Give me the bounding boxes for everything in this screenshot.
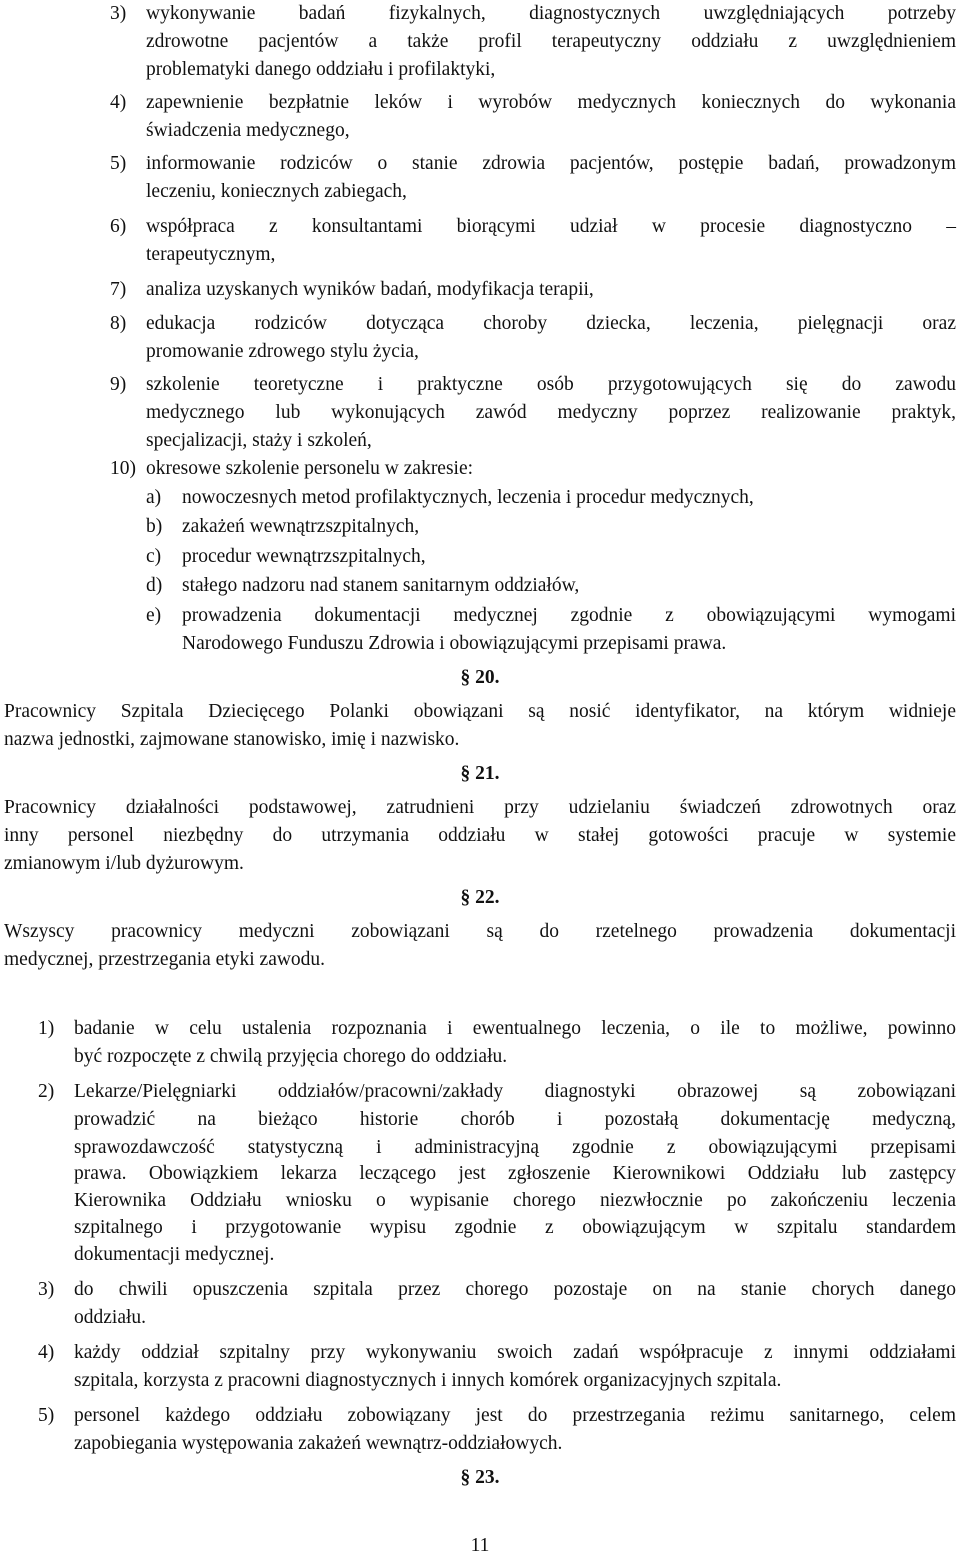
list-text-line: edukacja rodziców dotycząca choroby dziecka, leczenia, pielęgnacji oraz bbox=[146, 313, 956, 334]
paragraph-line: Pracownicy Szpitala Dziecięcego Polanki obowiązani są nosić identyfikator, na którym widnieje bbox=[4, 701, 956, 722]
paragraph-line: Pracownicy działalności podstawowej, zatrudnieni przy udzielaniu świadczeń zdrowotnych oraz bbox=[4, 797, 956, 818]
list-text-line: okresowe szkolenie personelu w zakresie: bbox=[146, 458, 474, 479]
list-text-line: terapeutycznym, bbox=[146, 244, 276, 265]
list-text-line: być rozpoczęte z chwilą przyjęcia chorego do oddziału. bbox=[74, 1046, 508, 1067]
list-text-line: promowanie zdrowego stylu życia, bbox=[146, 341, 419, 362]
paragraph-line: medycznej, przestrzegania etyki zawodu. bbox=[4, 949, 326, 970]
list-text-line: wykonywanie badań fizykalnych, diagnostycznych uwzględniających potrzeby bbox=[146, 3, 956, 24]
list-text-line: do chwili opuszczenia szpitala przez chorego pozostaje on na stanie chorych danego bbox=[74, 1279, 956, 1300]
sub-list-letter: c) bbox=[146, 546, 162, 567]
list-number: 6) bbox=[110, 216, 127, 237]
list-number: 4) bbox=[38, 1342, 55, 1363]
list-text-line: informowanie rodziców o stanie zdrowia pacjentów, postępie badań, prowadzonym bbox=[146, 153, 956, 174]
sub-list-letter: a) bbox=[146, 487, 162, 508]
section-heading: § 20. bbox=[460, 667, 500, 688]
list-text-line: specjalizacji, staży i szkoleń, bbox=[146, 430, 372, 451]
section-heading: § 23. bbox=[460, 1467, 500, 1488]
list-text-line: medycznego lub wykonujących zawód medyczny poprzez realizowanie praktyk, bbox=[146, 402, 956, 423]
list-number: 5) bbox=[38, 1405, 55, 1426]
list-number: 5) bbox=[110, 153, 127, 174]
list-number: 2) bbox=[38, 1081, 55, 1102]
list-text-line: problematyki danego oddziału i profilaktyki, bbox=[146, 59, 496, 80]
list-text-line: zdrowotne pacjentów a także profil terapeutyczny oddziału z uwzględnieniem bbox=[146, 31, 956, 52]
paragraph-line: zmianowym i/lub dyżurowym. bbox=[4, 853, 244, 874]
list-text-line: oddziału. bbox=[74, 1307, 147, 1328]
sub-list-letter: b) bbox=[146, 516, 163, 537]
sub-list-text-line: Narodowego Funduszu Zdrowia i obowiązującymi przepisami prawa. bbox=[182, 633, 727, 654]
list-text-line: współpraca z konsultantami biorącymi udział w procesie diagnostyczno – bbox=[146, 216, 956, 237]
sub-list-text-line: zakażeń wewnątrzszpitalnych, bbox=[182, 516, 420, 537]
list-text-line: świadczenia medycznego, bbox=[146, 120, 350, 141]
paragraph-line: Wszyscy pracownicy medyczni zobowiązani są do rzetelnego prowadzenia dokumentacji bbox=[4, 921, 956, 942]
section-heading: § 22. bbox=[460, 887, 500, 908]
paragraph-line: inny personel niezbędny do utrzymania oddziału w stałej gotowości pracuje w systemie bbox=[4, 825, 956, 846]
list-number: 7) bbox=[110, 279, 127, 300]
list-text-line: szpitalnego i przygotowanie wypisu zgodnie z obowiązującym w szpitalu standardem bbox=[74, 1217, 956, 1238]
sub-list-letter: d) bbox=[146, 575, 163, 596]
list-text-line: zapobiegania występowania zakażeń wewnątrz-oddziałowych. bbox=[74, 1433, 563, 1454]
sub-list-text-line: procedur wewnątrzszpitalnych, bbox=[182, 546, 426, 567]
list-text-line: prowadzić na bieżąco historie chorób i pozostałą dokumentację medyczną, bbox=[74, 1109, 956, 1130]
list-text-line: leczeniu, koniecznych zabiegach, bbox=[146, 181, 407, 202]
section-heading: § 21. bbox=[460, 763, 500, 784]
list-number: 1) bbox=[38, 1018, 55, 1039]
sub-list-text-line: stałego nadzoru nad stanem sanitarnym oddziałów, bbox=[182, 575, 580, 596]
list-text-line: Kierownika Oddziału wniosku o wypisanie chorego niezwłocznie po zakończeniu leczenia bbox=[74, 1190, 956, 1211]
list-number: 4) bbox=[110, 92, 127, 113]
list-text-line: zapewnienie bezpłatnie leków i wyrobów medycznych koniecznych do wykonania bbox=[146, 92, 956, 113]
list-text-line: sprawozdawczość statystyczną i administracyjną zgodnie z obowiązującymi przepisami bbox=[74, 1137, 956, 1158]
sub-list-text-line: prowadzenia dokumentacji medycznej zgodnie z obowiązującymi wymogami bbox=[182, 605, 956, 626]
list-number: 9) bbox=[110, 374, 127, 395]
list-text-line: każdy oddział szpitalny przy wykonywaniu swoich zadań współpracuje z innymi oddziałami bbox=[74, 1342, 956, 1363]
list-number: 3) bbox=[110, 3, 127, 24]
list-text-line: szpitala, korzysta z pracowni diagnostycznych i innych komórek organizacyjnych szpitala. bbox=[74, 1370, 782, 1391]
page-number: 11 bbox=[470, 1535, 490, 1556]
list-text-line: szkolenie teoretyczne i praktyczne osób przygotowujących się do zawodu bbox=[146, 374, 956, 395]
list-number: 8) bbox=[110, 313, 127, 334]
list-text-line: personel każdego oddziału zobowiązany jest do przestrzegania reżimu sanitarnego, celem bbox=[74, 1405, 956, 1426]
list-text-line: dokumentacji medycznej. bbox=[74, 1244, 275, 1265]
list-text-line: prawa. Obowiązkiem lekarza leczącego jest zgłoszenie Kierownikowi Oddziału lub zastępcy bbox=[74, 1163, 956, 1184]
paragraph-line: nazwa jednostki, zajmowane stanowisko, imię i nazwisko. bbox=[4, 729, 460, 750]
sub-list-letter: e) bbox=[146, 605, 162, 626]
list-number: 3) bbox=[38, 1279, 55, 1300]
list-text-line: badanie w celu ustalenia rozpoznania i ewentualnego leczenia, o ile to możliwe, powinno bbox=[74, 1018, 956, 1039]
list-text-line: Lekarze/Pielęgniarki oddziałów/pracowni/zakłady diagnostyki obrazowej są zobowiązani bbox=[74, 1081, 956, 1102]
list-number: 10) bbox=[110, 458, 136, 479]
sub-list-text-line: nowoczesnych metod profilaktycznych, leczenia i procedur medycznych, bbox=[182, 487, 754, 508]
list-text-line: analiza uzyskanych wyników badań, modyfikacja terapii, bbox=[146, 279, 594, 300]
